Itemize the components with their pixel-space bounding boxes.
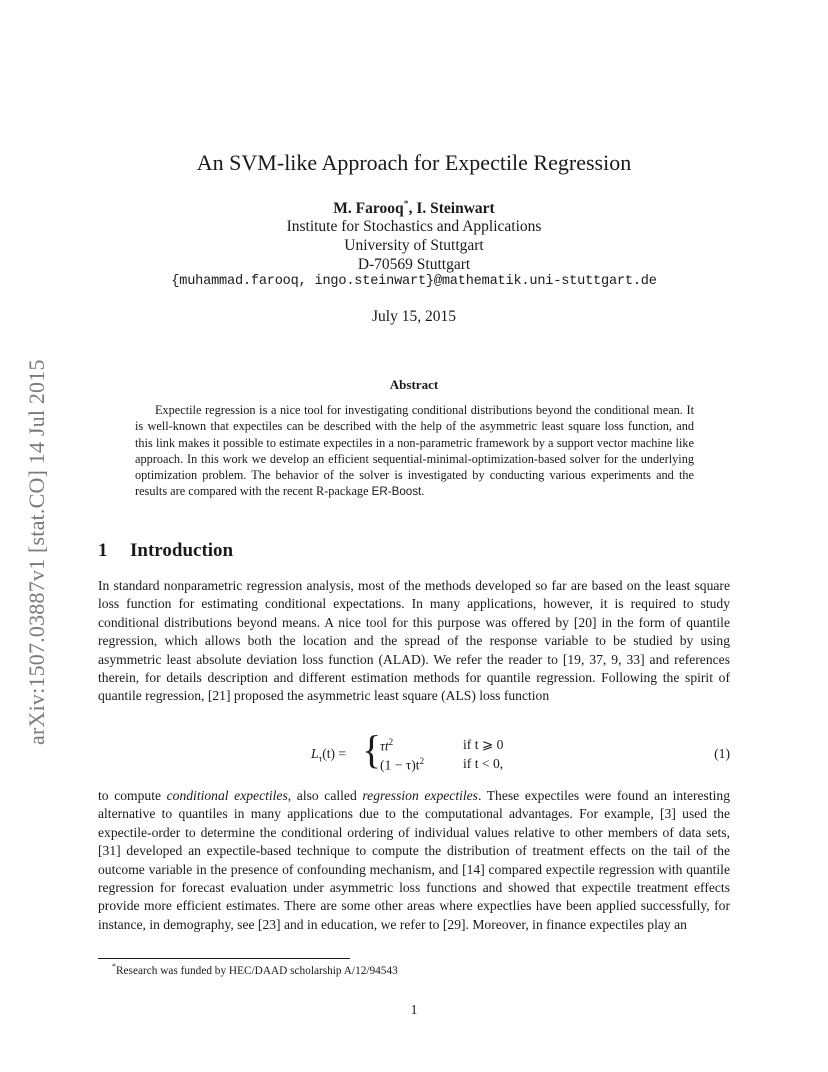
equation-function-name: L — [311, 746, 319, 761]
equation-case-1-exponent: 2 — [388, 737, 394, 747]
page-number: 1 — [410, 1002, 418, 1017]
section-heading — [98, 540, 726, 562]
intro-paragraph-2 — [98, 787, 730, 934]
footnote-mark: * — [112, 962, 116, 971]
equation-case-2-expr: (1 − τ)t — [380, 757, 420, 773]
equation-number: (1) — [714, 746, 730, 761]
emphasized-term: regression expectiles — [362, 788, 478, 803]
abstract-end: . — [421, 484, 425, 499]
paragraph-text: to compute — [98, 788, 167, 803]
author-name: I. Steinwart — [416, 200, 495, 218]
software-package-name: ER-Boost — [371, 485, 422, 499]
paragraph-text: , also called — [287, 788, 363, 803]
affiliation-institute: Institute for Stochastics and Applications — [286, 218, 542, 235]
paper-date: July 15, 2015 — [372, 308, 456, 325]
abstract-text — [135, 402, 694, 501]
equation-condition-2: if t < 0, — [463, 756, 504, 771]
equation-brace: { — [362, 727, 382, 772]
author-name: M. Farooq — [333, 200, 404, 218]
footnote — [112, 962, 712, 977]
affiliation-city: D-70569 Stuttgart — [357, 256, 471, 273]
equation-case-1-expr: τt — [380, 738, 389, 754]
equation-lhs-rest: (t) = — [322, 746, 347, 761]
emphasized-term: conditional expectiles — [166, 788, 288, 803]
equation-case-1 — [380, 737, 393, 755]
equation-1 — [0, 727, 828, 774]
paper-title: An SVM-like Approach for Expectile Regression — [196, 150, 632, 175]
equation-lhs — [311, 746, 346, 764]
affiliation-university: University of Stuttgart — [344, 237, 484, 254]
equation-case-2 — [380, 756, 424, 774]
section-title: Introduction — [130, 540, 234, 561]
abstract-body-text: Expectile regression is a nice tool for investigating conditional distributions beyond the conditional mean. It is well-known that expectiles can be described with the help of the asymmetric least square loss function, and this link makes it possible to estimate expectiles in a non-parametric framework by a support vector machine like approach. In this work we develop an efficient sequential-minimal-optimization-based solver for the underlying optimization problem. The behavior of the solver is investigated by conducting various experiments and the results are compared with the recent R-package — [135, 403, 694, 499]
author-line: M. Farooq*, I. Steinwart — [333, 199, 495, 218]
equation-subscript: τ — [318, 753, 323, 764]
intro-paragraph-1: In standard nonparametric regression analysis, most of the methods developed so far are based on the least square loss function for estimating conditional expectations. In many applications, however, it is required to study conditional distributions beyond means. A nice tool for this purpose was offered by [20] in the form of quantile regression, which allows both the location and the spread of the response variable to be studied by using asymmetric least absolute deviation loss function (ALAD). We refer the reader to [19, 37, 9, 33] and references therein, for details description and different estimation methods for quantile regression. Following the spirit of quantile regression, [21] proposed the asymmetric least square (ALS) loss function — [98, 578, 730, 704]
section-number: 1 — [98, 540, 108, 561]
equation-condition-1: if t ⩾ 0 — [463, 737, 504, 752]
footnote-text: Research was funded by HEC/DAAD scholarship A/12/94543 — [116, 964, 398, 977]
equation-case-2-exponent: 2 — [419, 756, 425, 766]
abstract-heading: Abstract — [389, 377, 439, 392]
footnote-divider — [98, 958, 350, 959]
author-emails: {muhammad.farooq, ingo.steinwart}@mathematik.uni-stuttgart.de — [171, 274, 657, 289]
paragraph-text: . These expectiles were found an interesting alternative to quantiles in many applications due to the computational advantages. For example, [3] used the expectile-order to determine the conditional ordering of individual values relative to other members of data sets, [31] developed an expectile-based technique to compute the distribution of treatment effects on the tail of the outcome variable in the presence of confounding mechanism, and [14] compared expectile regression with quantile regression for forecast evaluation under asymmetric loss functions and showed that expectile treatment effects provide more efficient estimates. There are some other areas where expectlies have been applied successfully, for instance, in demography, see [23] and in education, we refer to [29]. Moreover, in finance expectiles play an — [98, 788, 730, 932]
author-footnote-mark: * — [403, 199, 409, 210]
arxiv-identifier: arXiv:1507.03887v1 [stat.CO] 14 Jul 2015 — [24, 359, 49, 745]
